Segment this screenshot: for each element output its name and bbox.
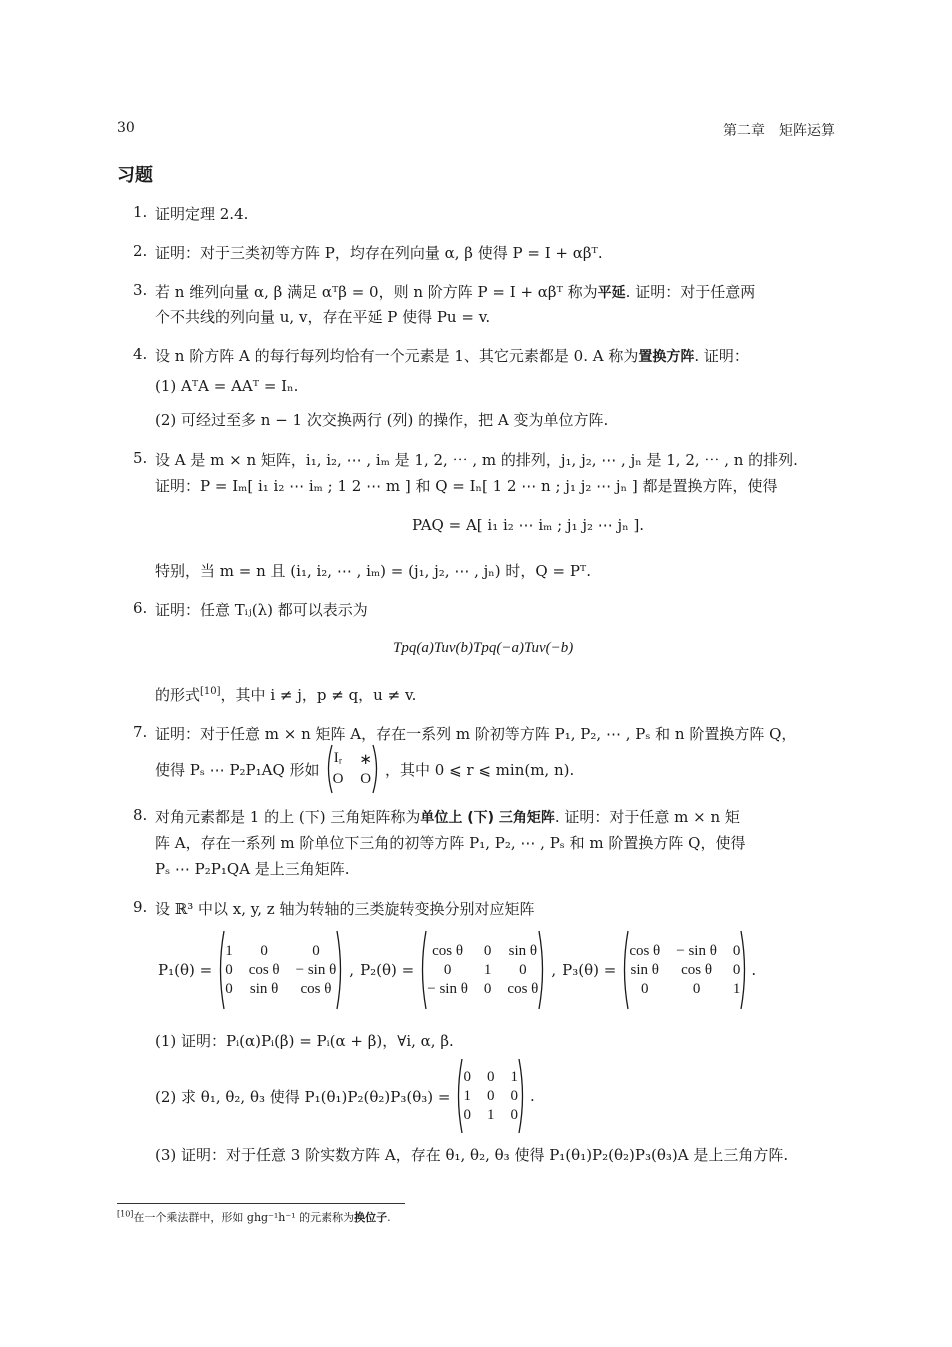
problem-4-sub-2: (2) 可经过至多 n − 1 次交换两行 (列) 的操作，把 A 变为单位方阵. (155, 411, 609, 429)
footnote-ref[interactable]: [10] (200, 686, 221, 697)
footnote-text-a: 在一个乘法群中，形如 ghg⁻¹h⁻¹ 的元素称为 (133, 1211, 355, 1224)
problem-1-text: 证明定理 2.4. (155, 205, 249, 223)
p1-label: P₁(θ) = (158, 961, 213, 979)
problem-7-text-a: 使得 Pₛ ⋯ P₂P₁AQ 形如 (155, 760, 320, 779)
matrix-cell: sin θ (630, 961, 659, 978)
left-paren (324, 744, 333, 794)
problem-8-line-1 (155, 806, 740, 827)
separator-2: , (551, 961, 557, 979)
problem-9-sub-2 (155, 1058, 535, 1134)
matrix-cell: cos θ (432, 942, 464, 959)
right-paren (740, 930, 749, 1010)
section-title: 习题 (117, 165, 153, 186)
left-paren (418, 930, 427, 1010)
matrix-cell: − sin θ (427, 980, 468, 997)
problem-2-text: 证明：对于三类初等方阵 P，均存在列向量 α, β 使得 P = I + αβᵀ. (155, 244, 603, 262)
footnote (117, 1209, 391, 1225)
problem-2-number: 2. (133, 242, 148, 260)
matrix-cell: Iᵣ (333, 750, 343, 766)
problem-8-text-a: 对角元素都是 1 的上 (下) 三角矩阵称为 (155, 808, 421, 826)
matrix-cell: 1 (732, 980, 741, 997)
problem-7-text-b: ，其中 0 ⩽ r ⩽ min(m, n). (384, 760, 575, 779)
problem-5-line-3: 特别，当 m = n 且 (i₁, i₂, ⋯ , iₘ) = (j₁, j₂, ⋯ , jₙ) 时，Q = Pᵀ. (155, 562, 591, 580)
matrix-cell: 1 (483, 961, 492, 978)
problem-8-text-b: . 证明：对于任意 m × n 矩 (554, 808, 740, 826)
problem-4-text-b: . 证明： (694, 347, 749, 365)
problem-6-text-a: 的形式 (155, 686, 201, 704)
problem-1-number: 1. (133, 203, 148, 221)
footnote-mark: [10] (117, 1209, 134, 1219)
p3-label: P₃(θ) = (562, 961, 617, 979)
problem-9-sub-2-end: . (529, 1087, 535, 1105)
left-paren (454, 1058, 463, 1134)
matrix-entries (463, 1069, 518, 1124)
problem-7-line-2 (155, 744, 574, 794)
matrix-cell: 0 (483, 980, 492, 997)
matrix-cell: 0 (260, 942, 268, 959)
problem-8-line-2: 阵 A，存在一系列 m 阶单位下三角的初等方阵 P₁, P₂, ⋯ , Pₛ 和 m 阶置换方阵 Q，使得 (155, 834, 746, 852)
right-paren (518, 1058, 527, 1134)
problem-9-sub-3: (3) 证明：对于任意 3 阶实数方阵 A，存在 θ₁, θ₂, θ₃ 使得 P₁(θ₁)P₂(θ₂)P₃(θ₃)A 是上三角方阵. (155, 1146, 789, 1164)
problem-9-sub-1: (1) 证明：Pᵢ(α)Pᵢ(β) = Pᵢ(α + β)，∀i, α, β. (155, 1032, 454, 1050)
right-paren (372, 744, 381, 794)
right-paren (538, 930, 547, 1010)
page-number: 30 (117, 120, 135, 136)
problem-9-sub-2-text: (2) 求 θ₁, θ₂, θ₃ 使得 P₁(θ₁)P₂(θ₂)P₃(θ₃) = (155, 1087, 451, 1106)
matrix-cell: cos θ (248, 961, 280, 978)
term-unit-triangular: 单位上 (下) 三角矩阵 (420, 810, 555, 826)
problem-8-line-3: Pₛ ⋯ P₂P₁QA 是上三角矩阵. (155, 860, 350, 878)
problem-5-display: PAQ = A[ i₁ i₂ ⋯ iₘ ; j₁ j₂ ⋯ jₙ ]. (412, 516, 645, 534)
problem-4-number: 4. (133, 345, 148, 363)
matrix-cell: 1 (225, 942, 233, 959)
matrix-cell: − sin θ (295, 961, 337, 978)
problem-3-line-1 (155, 281, 755, 302)
matrix-cell: O (360, 771, 372, 787)
problem-4-sub-1: (1) AᵀA = AAᵀ = Iₙ. (155, 377, 299, 395)
matrix-cell: 0 (732, 961, 741, 978)
matrix-entries (333, 750, 372, 788)
term-shear: 平延 (597, 285, 626, 301)
p2-matrix (418, 930, 547, 1010)
matrix-cell: 0 (641, 980, 649, 997)
problem-8-number: 8. (133, 806, 148, 824)
matrix-cell: sin θ (508, 942, 538, 959)
problem-6-text-b: ，其中 i ≠ j，p ≠ q，u ≠ v. (220, 686, 417, 704)
problem-6-number: 6. (133, 599, 148, 617)
matrix-cell: 1 (510, 1068, 518, 1085)
problem-3-number: 3. (133, 281, 148, 299)
matrix-cell: 0 (463, 1106, 471, 1123)
problem-6-line-2 (155, 684, 416, 705)
matrix-cell: 0 (225, 961, 233, 978)
matrix-cell: 0 (486, 1068, 495, 1085)
target-permutation-matrix (454, 1058, 527, 1134)
problem-5-line-1: 设 A 是 m × n 矩阵，i₁, i₂, ⋯ , iₘ 是 1, 2, ⋯ , m 的排列，j₁, j₂, ⋯ , jₙ 是 1, 2, ⋯ , n 的排列. (155, 451, 798, 469)
matrix-cell: ∗ (359, 752, 372, 768)
running-header: 第二章 矩阵运算 (723, 123, 835, 139)
separator-1: , (349, 961, 355, 979)
matrix-cell: 1 (463, 1087, 471, 1104)
block-matrix (324, 744, 381, 794)
problem-5-line-2: 证明：P = Iₘ[ i₁ i₂ ⋯ iₘ ; 1 2 ⋯ m ] 和 Q = Iₙ[ 1 2 ⋯ n ; j₁ j₂ ⋯ jₙ ] 都是置换方阵，使得 (155, 477, 778, 495)
matrix-cell: 0 (519, 961, 527, 978)
footnote-text-b: . (387, 1211, 391, 1224)
matrix-cell: 0 (463, 1068, 471, 1085)
p2-label: P₂(θ) = (360, 961, 415, 979)
p3-matrix (620, 930, 749, 1010)
footnote-rule (117, 1203, 405, 1204)
right-paren (336, 930, 345, 1010)
matrix-cell: 0 (510, 1087, 518, 1104)
matrix-cell: O (332, 771, 344, 787)
matrix-cell: cos θ (681, 961, 713, 978)
problem-5-number: 5. (133, 449, 148, 467)
matrices-end: . (751, 961, 757, 979)
term-permutation-matrix: 置换方阵 (638, 349, 695, 365)
term-commutator: 换位子 (354, 1211, 388, 1224)
matrix-cell: 0 (486, 1087, 495, 1104)
matrix-cell: cos θ (507, 980, 539, 997)
problem-4-line-1 (155, 345, 749, 366)
problem-6-display: Tpq(a)Tuv(b)Tpq(−a)Tuv(−b) (393, 640, 574, 656)
matrix-cell: 0 (443, 961, 452, 978)
problem-3-line-2: 个不共线的列向量 u, v，存在平延 P 使得 Pu = v. (155, 308, 491, 326)
matrix-cell: 0 (312, 942, 320, 959)
left-paren (216, 930, 225, 1010)
left-paren (620, 930, 629, 1010)
matrix-cell: 0 (483, 942, 492, 959)
problem-9-line-1: 设 ℝ³ 中以 x, y, z 轴为转轴的三类旋转变换分别对应矩阵 (155, 900, 535, 918)
matrix-cell: 0 (510, 1106, 518, 1123)
matrix-cell: 0 (692, 980, 701, 997)
matrix-cell: sin θ (249, 980, 279, 997)
problem-4-text-a: 设 n 阶方阵 A 的每行每列均恰有一个元素是 1、其它元素都是 0. A 称为 (155, 347, 639, 365)
problem-7-number: 7. (133, 723, 148, 741)
problem-3-text-a: 若 n 维列向量 α, β 满足 αᵀβ = 0，则 n 阶方阵 P = I + αβᵀ 称为 (155, 283, 598, 301)
matrix-cell: cos θ (300, 980, 332, 997)
matrix-entries (225, 943, 336, 998)
problem-3-text-b: . 证明：对于任意两 (625, 283, 756, 301)
matrix-entries (629, 943, 740, 998)
problem-9-number: 9. (133, 898, 148, 916)
problem-7-line-1: 证明：对于任意 m × n 矩阵 A，存在一系列 m 阶初等方阵 P₁, P₂, ⋯ , Pₛ 和 n 阶置换方阵 Q， (155, 725, 797, 743)
matrix-cell: − sin θ (676, 942, 717, 959)
matrix-cell: cos θ (629, 942, 661, 959)
p1-matrix (216, 930, 345, 1010)
problem-6-line-1: 证明：任意 Tᵢⱼ(λ) 都可以表示为 (155, 601, 368, 619)
rotation-matrices (158, 930, 756, 1010)
matrix-entries (427, 943, 538, 998)
matrix-cell: 0 (225, 980, 233, 997)
matrix-cell: 1 (486, 1106, 495, 1123)
matrix-cell: 0 (732, 942, 741, 959)
